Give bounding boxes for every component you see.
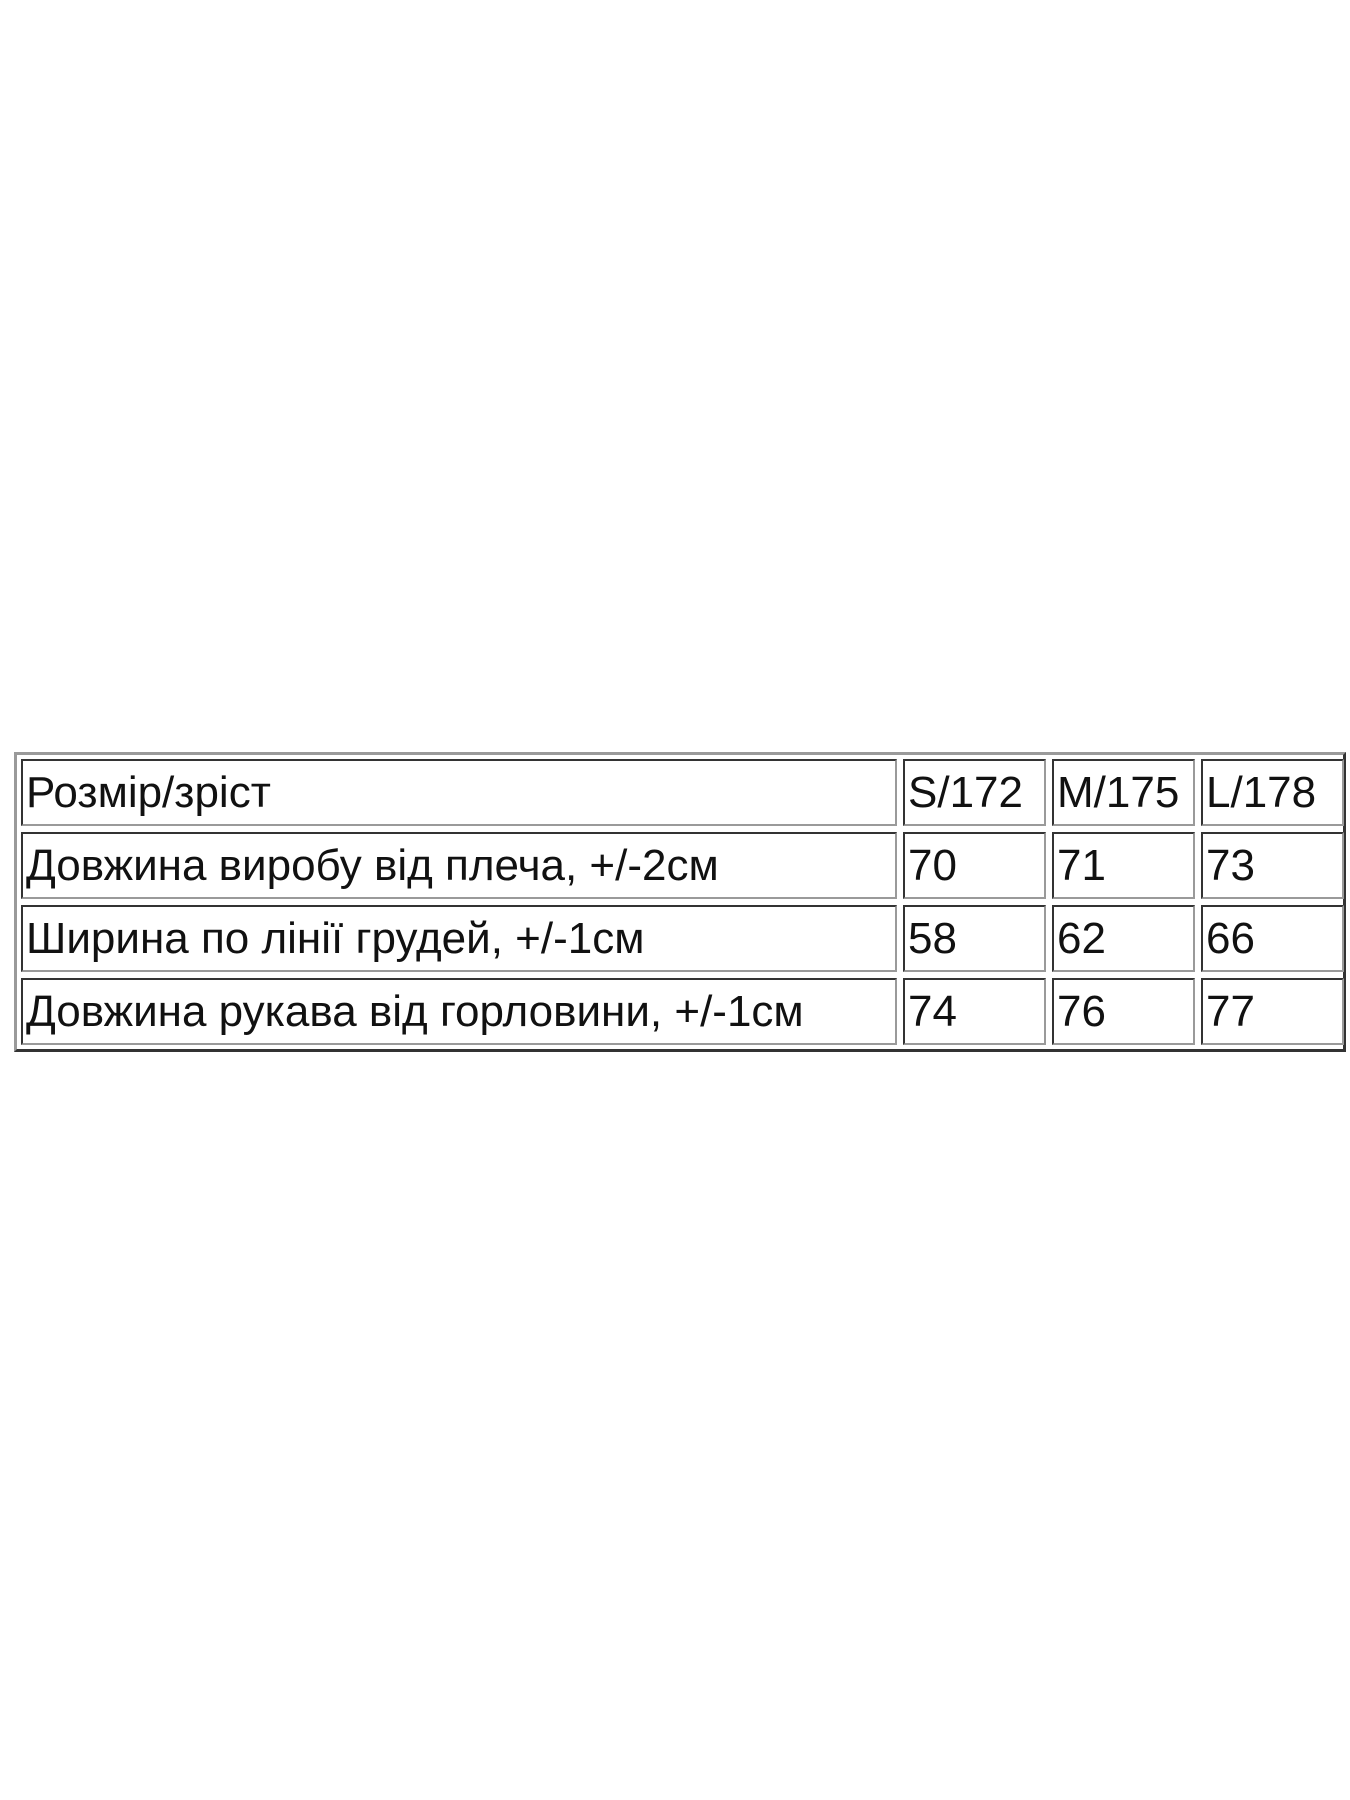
row-label-cell: Довжина виробу від плеча, +/-2см [21,832,897,899]
value-cell: 62 [1052,905,1195,972]
header-label-cell: Розмір/зріст [21,759,897,826]
table-row [21,832,1344,899]
header-size-cell: M/175 [1052,759,1195,826]
value-cell: 71 [1052,832,1195,899]
value-cell: 77 [1201,978,1344,1045]
value-cell: 73 [1201,832,1344,899]
table-row [21,978,1344,1045]
size-table [15,753,1350,1051]
header-size-cell: S/172 [903,759,1046,826]
size-chart-table [14,752,1346,1052]
value-cell: 76 [1052,978,1195,1045]
value-cell: 58 [903,905,1046,972]
row-label-cell: Довжина рукава від горловини, +/-1см [21,978,897,1045]
value-cell: 74 [903,978,1046,1045]
header-size-cell: L/178 [1201,759,1344,826]
table-row [21,905,1344,972]
table-header-row [21,759,1344,826]
row-label-cell: Ширина по лінії грудей, +/-1см [21,905,897,972]
value-cell: 66 [1201,905,1344,972]
value-cell: 70 [903,832,1046,899]
